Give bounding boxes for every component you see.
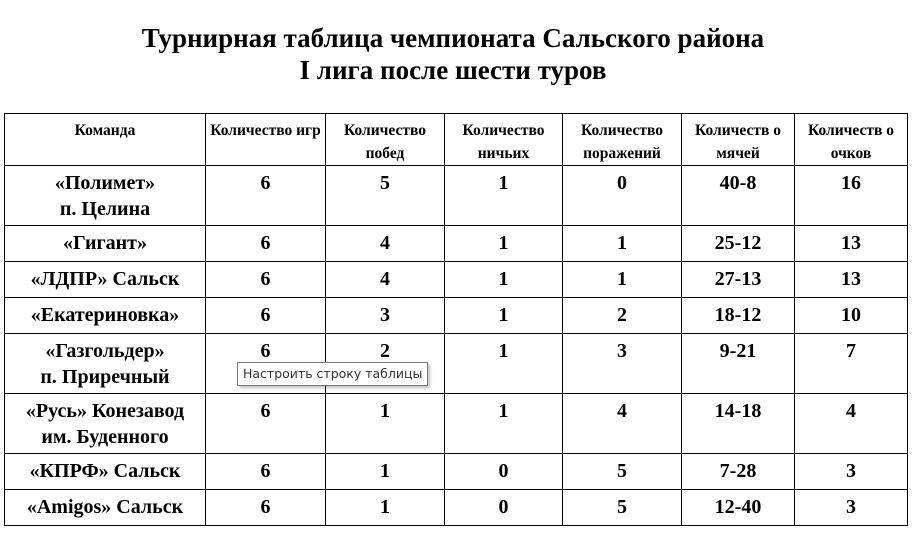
wins-cell: 4 [326,262,445,298]
points-cell: 13 [795,226,908,262]
draws-cell: 1 [445,394,563,454]
header-draws: Количество ничьих [445,114,563,166]
games-cell: 6 [206,262,326,298]
points-cell: 3 [795,490,908,526]
goals-cell: 9-21 [682,334,795,394]
losses-cell: 1 [563,262,682,298]
team-cell [5,226,206,262]
page-title [0,22,906,86]
team-cell [5,334,206,394]
table-row[interactable] [5,298,908,334]
wins-cell: 2 [326,334,445,394]
points-cell: 13 [795,262,908,298]
losses-cell: 2 [563,298,682,334]
team-cell [5,262,206,298]
games-cell: 6 [206,298,326,334]
header-goals: Количеств о мячей [682,114,795,166]
team-name: «КПРФ» Сальск [29,460,181,482]
goals-cell: 40-8 [682,166,795,226]
draws-cell: 0 [445,454,563,490]
games-cell: 6 [206,454,326,490]
header-wins: Количество побед [326,114,445,166]
games-cell: 6 [206,394,326,454]
title-line-2: I лига после шести туров [299,55,607,85]
table-row[interactable] [5,226,908,262]
losses-cell: 3 [563,334,682,394]
team-cell [5,454,206,490]
points-cell: 4 [795,394,908,454]
points-cell: 3 [795,454,908,490]
team-cell [5,298,206,334]
table-row[interactable] [5,166,908,226]
draws-cell: 1 [445,334,563,394]
goals-cell: 27-13 [682,262,795,298]
header-points: Количеств о очков [795,114,908,166]
table-row[interactable] [5,394,908,454]
header-games: Количество игр [206,114,326,166]
wins-cell: 3 [326,298,445,334]
games-cell: 6 [206,166,326,226]
team-name: «Гигант» [63,232,147,254]
wins-cell: 5 [326,166,445,226]
losses-cell: 5 [563,490,682,526]
team-cell [5,166,206,226]
team-name: «Русь» Конезавод [25,400,185,422]
table-row[interactable] [5,262,908,298]
goals-cell: 18-12 [682,298,795,334]
team-location: п. Приречный [40,366,170,388]
points-cell: 7 [795,334,908,394]
goals-cell: 7-28 [682,454,795,490]
losses-cell: 5 [563,454,682,490]
team-name: «Екатериновка» [30,304,180,326]
team-cell [5,394,206,454]
wins-cell: 1 [326,490,445,526]
draws-cell: 1 [445,166,563,226]
standings-table [4,113,908,526]
title-line-1: Турнирная таблица чемпионата Сальского района [141,23,765,53]
team-name: «Amigos» Сальск [26,496,184,518]
games-cell: 6 [206,226,326,262]
team-cell [5,490,206,526]
games-cell: 6 [206,334,326,394]
team-name: «ЛДПР» Сальск [30,268,180,290]
games-cell: 6 [206,490,326,526]
goals-cell: 25-12 [682,226,795,262]
table-row[interactable] [5,334,908,394]
losses-cell: 1 [563,226,682,262]
losses-cell: 0 [563,166,682,226]
goals-cell: 12-40 [682,490,795,526]
draws-cell: 1 [445,226,563,262]
team-location: им. Буденного [41,426,169,448]
team-location: п. Целина [59,198,151,220]
team-name: «Газгольдер» [45,340,165,362]
table-row[interactable] [5,454,908,490]
team-name: «Полимет» [54,172,156,194]
losses-cell: 4 [563,394,682,454]
wins-cell: 1 [326,394,445,454]
header-team: Команда [5,114,206,166]
wins-cell: 1 [326,454,445,490]
table-header-row [5,114,908,166]
wins-cell: 4 [326,226,445,262]
draws-cell: 1 [445,262,563,298]
goals-cell: 14-18 [682,394,795,454]
draws-cell: 0 [445,490,563,526]
draws-cell: 1 [445,298,563,334]
tooltip: Настроить строку таблицы [237,362,428,386]
header-losses: Количество поражений [563,114,682,166]
points-cell: 16 [795,166,908,226]
points-cell: 10 [795,298,908,334]
table-row[interactable] [5,490,908,526]
